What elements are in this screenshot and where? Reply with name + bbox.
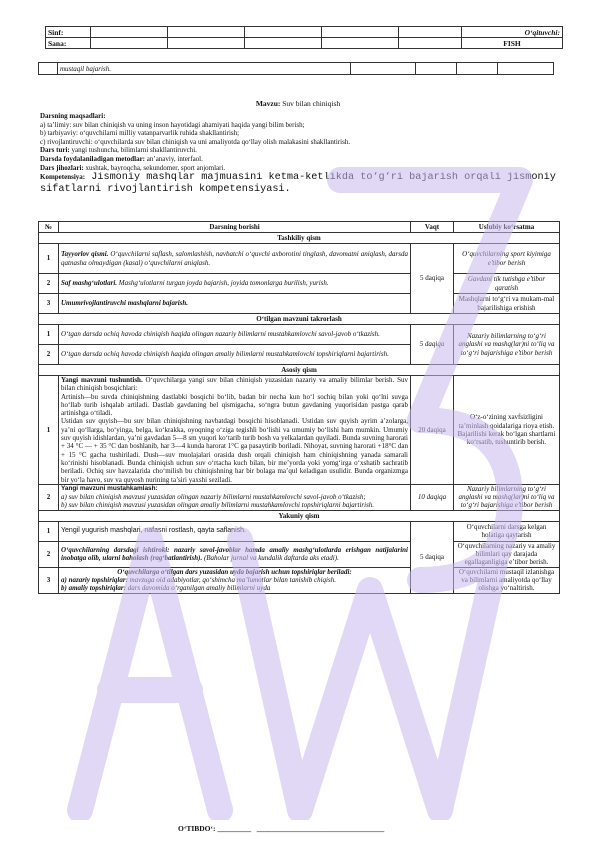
goal-c: c) rivojlantiruvchi: o‘quvchilarda suv bilan chiniqish va uni amaliyotda qo‘llay olish malakasini shakllantirish. [40,137,351,146]
lesson-equipment: Dars jihozlari: xushtak, bayroqcha, sekundomer, sport anjomlari. [40,163,226,172]
footer-signature: O‘TIBDO‘: _________ __________________________________ [178,824,385,833]
topic-value: Suv bilan chiniqish [280,99,341,108]
col-number: № [39,222,59,233]
header-row-sinf [46,27,563,38]
topic-line [0,99,596,108]
time-cell: 5 daqiqa [411,244,454,314]
section-title: Yakuniy qism [39,510,560,521]
time-cell: 10 daqiqa [411,484,454,510]
teacher-value: FISH [462,38,563,49]
col-process: Darsning borishi [59,222,411,233]
section-title: Asosiy qism [39,365,560,376]
table-row: 1 Tayyorlov qismi. O‘quvchilarni saflash, salomlashish, navbatchi o‘quvchi axborotini tinglash, davomatni aniqlash, darsda qatnasha olmaydigan (kasal) o‘quvchilarni aniqlash. 5 daqiqa O‘quvchilarning sport kiyimiga e’tibor berish [39,244,560,274]
sana-label: Sana: [46,38,91,49]
continuation-strip [38,62,554,75]
time-cell: 5 daqiqa [411,325,454,365]
sinf-label: Sinf: [46,27,91,38]
lesson-competency: Kompetensiya: Jismoniy mashqlar majmuasini ketma-ketlikda to‘g‘ri bajarish orqali jismoniy sifatlarni rivojlantirish kompetensiyasi. [40,172,556,196]
lesson-type: Dars turi: yangi tushuncha, bilimlarni shakllantiruvchi. [40,146,197,155]
col-time: Vaqt [411,222,454,233]
time-cell: 20 daqiqa [411,376,454,485]
lesson-meta [40,112,560,196]
table-row: 2 Yangi mavzuni mustahkamlash: a) suv bilan chiniqish mavzusi yuzasidan olingan nazariy bilimlarni mustahkamlovchi savol-javob o‘tkazish; b) suv bilan chiniqish mavzusi yuzasidan olingan amaliy bilimlarni mustahkamlovchi topshiriqlarni bajartirish. 10 daqiqa Nazariy bilimlarning to‘g‘ri anglashi va mashq(lar)ni to‘liq va to‘g‘ri bajarishiga e’tibor berish [39,484,560,510]
table-row: 3 Umumrivojlantiruvchi mashqlarni bajarish. Mashqlarni to‘g‘ri va mukam-mal bajarilishiga erishish [39,294,560,314]
goals-heading: Darsning maqsadlari: [40,112,106,120]
time-cell: 5 daqiqa [411,521,454,593]
lesson-table [38,221,560,594]
header-table [45,26,563,49]
section-title: O‘tilgan mavzuni takrorlash [39,314,560,325]
table-row: 2 O‘tgan darsda ochiq havoda chiniqish haqida olingan amaliy bilimlarni mustahkamlovchi topshiriqlarni bajartirish. [39,345,560,365]
strip-text: mustaqil bajarish. [58,63,351,75]
table-row: 1 Yangi mavzuni tushuntish. O‘quvchilarga yangi suv bilan chiniqish yuzasidan nazariy va amaliy bilimlar berish. Suv bilan chiniqish bosqichlari: Artinish—bu suvda chiniqishning dastlabki bosqichi bo‘lib, badan bir necha kun ho‘l sochiq bilan yoki qo‘lni suvga ho‘llab turib ishqalab artiladi. Dastlab gavdaning bel qismigacha, so‘ngra butun gavdaning yuqorisidan pastga qarab artinishga o‘tiladi. Ustidan suv quyish—bu suv bilan chiniqishning navbatdagi bosqichi hisoblanadi. Ustidan suv quyish ayrim a’zolarga, ya’ni qo‘llarga, bo‘yinga, belga, ko‘krakka, oyoqning o‘ziga tegishli bo‘lishi va umumiy bo‘lishi ham mumkin. Umumiy suv quyish idishlardan, ya’ni gavdadan 5—8 sm yuqori ko‘tarib turib bosh va yelkalardan quyiladi. Bunda suvning harorati + 34 °C — + 35 °C dan boshlanib, har 3—4 kunda harorat 1°C ga pasaytirib boriladi. Nihoyat, suvning harorati +18°C dan + 15 °C gacha tushiriladi. Dush—suv muolajalari orasida dush orqali chiniqish ham chiniqishning yanada samarali ko‘rinishi hisoblanadi. Bunda chiniqish uchun suv o‘rtacha kuch bilan, bir me’yorda yoki yomg‘irga o‘xshatib sachratib beriladi. Ochiq suv havzalarida cho‘milish bu chiniqishning har bir bolaga ma’qul keladigan usulidir. Bunda organizmga bir yo‘la havo, suv va quyosh nurining ta’siri yaxshi seziladi. 20 daqiqa O‘z-o‘zining xavfsizligini ta’minlash qoidalariga rioya etish. Bajarilishi kerak bo‘lgan shartlarni ko‘rsatib, tushuntirib berish. [39,376,560,485]
goal-b: b) tarbiyaviy: o‘quvchilarni milliy vatanparvarlik ruhida shakllantirish; [40,129,240,138]
table-row: 3 O‘quvchilarga o‘tilgan dars yuzasidan uyda bajarish uchun topshiriqlar beriladi: a) nazariy topshiriqlar: mavzuga oid adabiyotlar, qo‘shimcha ma’lumotlar bilan tanishib chiqish. b) amaliy topshiriqlar: dars davomida o‘rganilgan amaliy bilimlarni uyda O‘quvchilarni mustaqil izlanishga va bilimlarni amaliyotda qo‘llay olishga yo‘naltirish. [39,567,560,593]
table-row: 1 Yengil yugurish mashqlari, nafasni rostlash, qayta saflanish. 5 daqiqa O‘quvchilarni darsga kelgan holatiga qaytarish [39,521,560,541]
table-row: 2 Saf mashg‘ulotlari. Mashg‘ulotlarni turgan joyda bajarish, joyida tomonlarga burilish, yurish. Gavdani tik tutishga e’tibor qaratish [39,274,560,294]
table-row: 1 O‘tgan darsda ochiq havoda chiniqish haqida olingan nazariy bilimlarni mustahkamlovchi savol-javob o‘tkazish. 5 daqiqa Nazariy bilimlarning to‘g‘ri anglashi va mashq(lar)ni to‘liq va to‘g‘ri bajarishiga e’tibor berish [39,325,560,345]
table-row: 2 O‘quvchilarning darsdagi ishtiroki: nazariy savol-javoblar hamda amaliy mashg‘ulotlarda erishgan natijalarini inobatga olib, ularni baholash (rag‘batlantirish). (Baholar jurnal va kundalik daftarda aks etadi). O‘quvchilarning nazariy va amaliy bilimlari qay darajada egallaganligiga e’tibor berish. [39,541,560,567]
table-header-row [39,222,560,233]
section-title: Tashkiliy qism [39,233,560,244]
topic-label: Mavzu: [255,99,281,108]
header-row-sana [46,38,563,49]
col-notes: Uslubiy ko‘rsatma [454,222,560,233]
goal-a: a) ta’limiy: suv bilan chiniqish va uning inson hayotidagi ahamiyati haqida yangi bilim berish; [40,120,305,129]
teacher-label: O‘qituvchi: [462,27,563,38]
lesson-methods: Darsda foydalaniladigan metodlar: an’anaviy, interfaol. [40,154,203,163]
